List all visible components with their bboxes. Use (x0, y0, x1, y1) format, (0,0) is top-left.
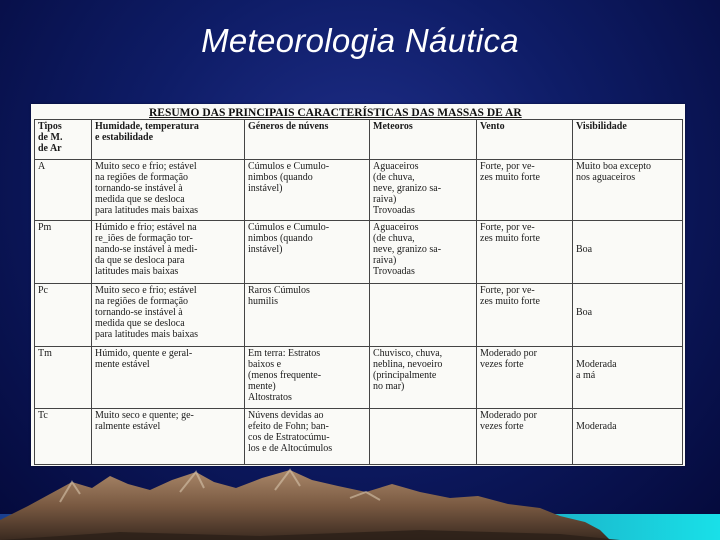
cell-visibilidade: Moderada a má (573, 347, 683, 409)
header-visibilidade: Visibilidade (573, 120, 683, 160)
cell-tipo: Pm (35, 221, 92, 284)
table-row (35, 160, 683, 221)
cell-tipo: A (35, 160, 92, 221)
cell-humidade: Húmido e frio; estável na re_iões de formação tor- nando-se instável à medi- da que se desloca para latitudes mais baixas (92, 221, 245, 284)
table-row (35, 284, 683, 347)
cell-meteoros (370, 284, 477, 347)
table-header-row (35, 120, 683, 160)
cell-nuvens: Núvens devidas ao efeito de Fohn; ban- cos de Estratocúmu- los e de Altocúmulos (245, 409, 370, 465)
cell-nuvens: Cúmulos e Cumulo- nimbos (quando instável) (245, 160, 370, 221)
cell-vento: Forte, por ve- zes muito forte (477, 221, 573, 284)
table-row (35, 409, 683, 465)
cell-nuvens: Em terra: Estratos baixos e (menos frequente- mente) Altostratos (245, 347, 370, 409)
cell-meteoros (370, 409, 477, 465)
cell-tipo: Tc (35, 409, 92, 465)
cell-vento: Forte, por ve- zes muito forte (477, 160, 573, 221)
air-masses-table (34, 119, 683, 465)
scanned-table-image (31, 104, 685, 466)
cell-visibilidade: Muito boa excepto nos aguaceiros (573, 160, 683, 221)
cell-nuvens: Raros Cúmulos humilis (245, 284, 370, 347)
cell-humidade: Húmido, quente e geral- mente estável (92, 347, 245, 409)
table-row (35, 347, 683, 409)
mountain-range (0, 470, 610, 540)
cell-visibilidade: Boa (573, 284, 683, 347)
cell-visibilidade: Moderada (573, 409, 683, 465)
cell-humidade: Muito seco e frio; estável na regiões de formação tornando-se instável à medida que se desloca para latitudes mais baixas (92, 284, 245, 347)
cell-meteoros: Aguaceiros (de chuva, neve, granizo sa- raiva) Trovoadas (370, 221, 477, 284)
cell-vento: Moderado por vezes forte (477, 409, 573, 465)
cell-vento: Moderado por vezes forte (477, 347, 573, 409)
cell-tipo: Pc (35, 284, 92, 347)
header-meteoros: Meteoros (370, 120, 477, 160)
header-generos-nuvens: Géneros de núvens (245, 120, 370, 160)
cell-humidade: Muito seco e frio; estável na regiões de formação tornando-se instável à medida que se desloca para latitudes mais baixas (92, 160, 245, 221)
cell-tipo: Tm (35, 347, 92, 409)
mountain-landscape-decoration (0, 462, 720, 540)
header-tipos: Tipos de M. de Ar (35, 120, 92, 160)
slide-title: Meteorologia Náutica (201, 22, 519, 59)
cell-visibilidade: Boa (573, 221, 683, 284)
cell-nuvens: Cúmulos e Cumulo- nimbos (quando instável) (245, 221, 370, 284)
cell-vento: Forte, por ve- zes muito forte (477, 284, 573, 347)
cell-meteoros: Aguaceiros (de chuva, neve, granizo sa- raiva) Trovoadas (370, 160, 477, 221)
header-vento: Vento (477, 120, 573, 160)
cell-meteoros: Chuvisco, chuva, neblina, nevoeiro (principalmente no mar) (370, 347, 477, 409)
table-row (35, 221, 683, 284)
header-humidade: Humidade, temperatura e estabilidade (92, 120, 245, 160)
cell-humidade: Muito seco e quente; ge- ralmente estável (92, 409, 245, 465)
table-heading: RESUMO DAS PRINCIPAIS CARACTERÍSTICAS DAS MASSAS DE AR (149, 107, 522, 119)
